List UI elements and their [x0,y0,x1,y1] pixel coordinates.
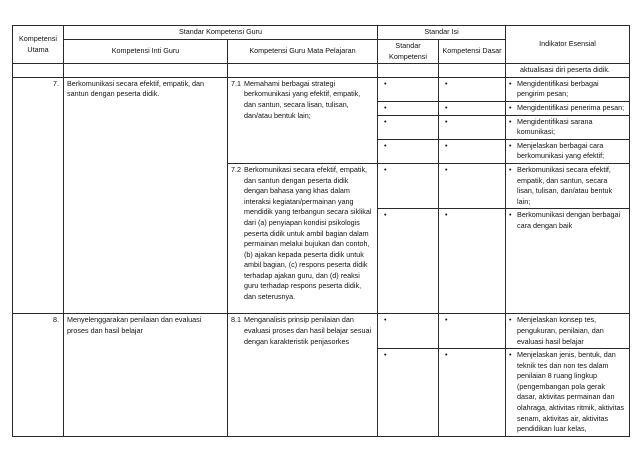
bullet-cell: • [378,349,439,437]
indikator-text: Menjelaskan jenis, bentuk, dan teknik tes dan non tes dalam penilaian 8 ruang lingkup (pengembangan pola gerak dasar, aktivitas permainan dan olahraga, aktivitas ritmik, aktivitas senam, aktivitas air, aktivitas pendidikan luar kelas, [517,350,625,434]
indikator-cell: • Mengidentifikasi penerima pesan; [506,101,630,115]
header-standar-kompetensi-guru: Standar Kompetensi Guru [64,26,378,40]
indikator-cell: • Menjelaskan berbagai cara berkomunikasi yang efektif; [506,139,630,163]
header-standar-isi: Standar Isi [378,26,506,40]
indikator-cell: • Menjelaskan konsep tes, pengukuran, penilaian, dan evaluasi hasil belajar [506,314,630,349]
table-row [13,77,630,101]
indikator-cell: • Menjelaskan jenis, bentuk, dan teknik tes dan non tes dalam penilaian 8 ruang lingkup (pengembangan pola gerak dasar, aktivitas permainan dan olahraga, aktivitas ritmik, aktivitas senam, aktivitas air, aktivitas pendidikan luar kelas, [506,349,630,437]
table-row [13,64,630,78]
bullet-cell: • [378,209,439,314]
indikator-cell: • Berkomunikasi secara efektif, empatik, dan santun, secara lisan, tulisan, dan/atau bentuk lain; [506,163,630,208]
indikator-text: Mengidentifikasi penerima pesan; [517,102,625,112]
header-kompetensi-dasar: Kompetensi Dasar [439,40,506,64]
header-standar-kompetensi: Standar Kompetensi [378,40,439,64]
bullet-cell: • [439,163,506,208]
kompetensi-inti-text: Menyelenggarakan penilaian dan evaluasi proses dan hasil belajar [64,314,228,437]
indikator-text: Berkomunikasi dengan berbagai cara dengan baik [517,210,621,230]
row-number: 7. [13,77,64,314]
bullet-cell: • [439,139,506,163]
sub-text: Memahami berbagai strategi berkomunikasi yang efektif, empatik, dan santun, secara lisan, tulisan, dan/atau bentuk lain; [244,78,361,120]
sub-text: Berkomunikasi secara efektif, empatik, dan santun dengan peserta didik dengan bahasa yang khas dalam interaksi kegiatan/permainan yang mendidik yang terbangun secara siklikal dari (a) penyiapan kondisi psikologis peserta didik untuk ambil bagian dalam permainan melalui bujukan dan contoh, (b) ajakan kepada peserta didik untuk ambil bagian, (c) respons peserta didik terhadap ajakan guru, dan (d) reaksi guru terhadap respons peserta didik, dan seterusnya. [244,164,372,302]
bullet-cell: • [439,314,506,349]
indikator-text: Mengidentifikasi sarana komunikasi; [517,116,593,137]
indikator-text: Menjelaskan konsep tes, pengukuran, penilaian, dan evaluasi hasil belajar [517,315,604,346]
indikator-text: Menjelaskan berbagai cara berkomunikasi yang efektif; [517,140,605,161]
table-row [13,314,630,349]
bullet-cell: • [378,139,439,163]
indikator-cell: • Mengidentifikasi sarana komunikasi; [506,115,630,139]
header-indikator-esensial: Indikator Esensial [506,26,630,64]
bullet-cell: • [378,314,439,349]
kompetensi-mapel-text [228,77,378,163]
sub-number: 7.1 [231,78,241,88]
bullet-cell: • [439,349,506,437]
kompetensi-inti-text: Berkomunikasi secara efektif, empatik, dan santun dengan peserta didik. [64,77,228,314]
bullet-cell: • [378,101,439,115]
indikator-cell: • Berkomunikasi dengan berbagai cara dengan baik [506,209,630,314]
bullet-cell: • [378,77,439,101]
header-kompetensi-mapel: Kompetensi Guru Mata Pelajaran [228,40,378,64]
indikator-cell: • Mengidentifikasi berbagai pengirim pesan; [506,77,630,101]
indikator-text: Berkomunikasi secara efektif, empatik, dan santun, secara lisan, tulisan, dan/atau bentuk lain; [517,164,613,206]
bullet-cell: • [439,115,506,139]
bullet-cell: • [439,209,506,314]
sub-number: 8.1 [231,315,241,325]
kompetensi-mapel-text [228,163,378,313]
sub-text: Menganalisis prinsip penilaian dan evaluasi proses dan hasil belajar sesuai dengan karakteristik penjasorkes [244,315,372,346]
kompetensi-mapel-text [228,314,378,437]
bullet-cell: • [439,101,506,115]
row-number: 8. [13,314,64,437]
indikator-text: Mengidentifikasi berbagai pengirim pesan; [517,78,599,99]
bullet-cell: • [439,77,506,101]
indikator-carry: aktualisasi diri peserta didik. [506,64,630,78]
sub-number: 7.2 [231,164,241,174]
bullet-cell: • [378,115,439,139]
bullet-cell: • [378,163,439,208]
competency-table [12,25,630,437]
header-kompetensi-utama: Kompetensi Utama [13,26,64,64]
header-kompetensi-inti: Kompetensi Inti Guru [64,40,228,64]
